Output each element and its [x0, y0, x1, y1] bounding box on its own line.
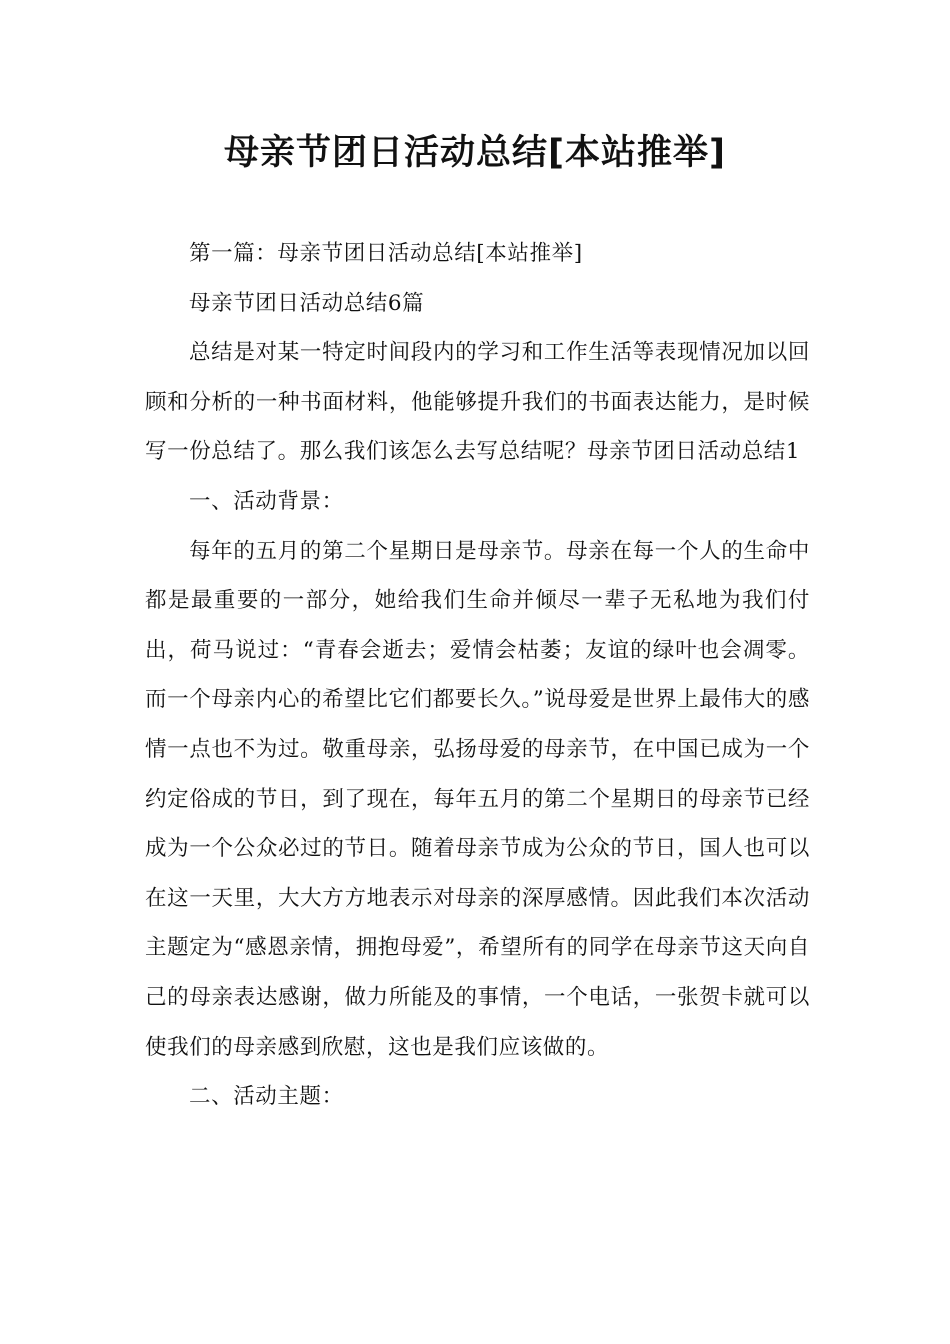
paragraph-background: 每年的五月的第二个星期日是母亲节。母亲在每一个人的生命中都是最重要的一部分，她给我们生命并倾尽一辈子无私地为我们付出，荷马说过：“青春会逝去；爱情会枯萎；友谊的绿叶也会凋零。而一个母亲内心的希望比它们都要长久。”说母爱是世界上最伟大的感情一点也不为过。敬重母亲，弘扬母爱的母亲节，在中国已成为一个约定俗成的节日，到了现在，每年五月的第二个星期日的母亲节已经成为一个公众必过的节日。随着母亲节成为公众的节日，国人也可以在这一天里，大大方方地表示对母亲的深厚感情。因此我们本次活动主题定为“感恩亲情，拥抱母爱”，希望所有的同学在母亲节这天向自己的母亲表达感谢，做力所能及的事情，一个电话，一张贺卡就可以使我们的母亲感到欣慰，这也是我们应该做的。 — [145, 538, 810, 1060]
paragraph-heading-background: 一、活动背景： — [189, 488, 344, 514]
paragraph-heading-theme: 二、活动主题： — [189, 1084, 344, 1110]
paragraph-subtitle: 母亲节团日活动总结6篇 — [189, 290, 425, 316]
document-title: 母亲节团日活动总结[本站推举] — [224, 133, 726, 173]
paragraph-intro: 总结是对某一特定时间段内的学习和工作生活等表现情况加以回顾和分析的一种书面材料，他能够提升我们的书面表达能力，是时候写一份总结了。那么我们该怎么去写总结呢？母亲节团日活动总结1 — [145, 340, 810, 465]
paragraph-section-heading: 第一篇：母亲节团日活动总结[本站推举] — [189, 241, 583, 266]
document-body — [145, 229, 810, 1122]
